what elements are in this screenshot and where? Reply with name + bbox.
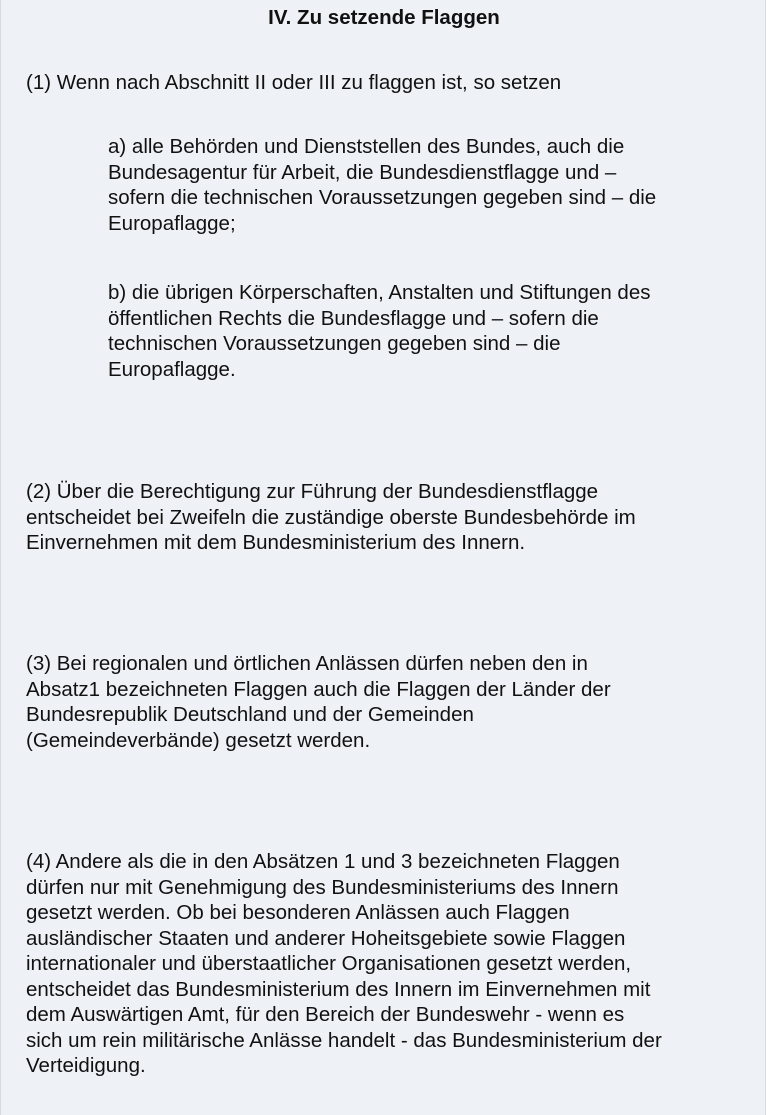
text-line: Bundesagentur für Arbeit, die Bundesdienstflagge und – [108, 160, 617, 184]
text-line: sofern die technischen Voraussetzungen gegeben sind – die [108, 186, 657, 209]
text-line: ausländischer Staaten und anderer Hoheitsgebiete sowie Flaggen [26, 926, 626, 950]
paragraph-1-item-b [108, 280, 650, 382]
text-line: entscheidet das Bundesministerium des Innern im Einvernehmen mit [26, 977, 651, 1001]
text-line: gesetzt werden. Ob bei besonderen Anlässen auch Flaggen [26, 901, 570, 924]
text-line: Absatz1 bezeichneten Flaggen auch die Flaggen der Länder der [26, 677, 611, 701]
paragraph-1-intro [26, 70, 561, 96]
text-line: (4) Andere als die in den Absätzen 1 und 3 bezeichneten Flaggen [26, 850, 620, 873]
text-line: Europaflagge. [108, 357, 236, 381]
text-line: sich um rein militärische Anlässe handelt - das Bundesministerium der [26, 1028, 662, 1052]
text-line: a) alle Behörden und Dienststellen des Bundes, auch die [108, 135, 625, 158]
text-line: b) die übrigen Körperschaften, Anstalten und Stiftungen des [108, 281, 651, 304]
text-line: technischen Voraussetzungen gegeben sind – die [108, 332, 561, 355]
text-line: öffentlichen Rechts die Bundesflagge und – sofern die [108, 306, 599, 330]
paragraph-4 [26, 849, 662, 1079]
text-line: Bundesrepublik Deutschland und der Gemeinden [26, 703, 474, 726]
section-title: IV. Zu setzende Flaggen [268, 6, 500, 29]
text-line: internationaler und überstaatlicher Organisationen gesetzt werden, [26, 952, 632, 975]
text-line: (1) Wenn nach Abschnitt II oder III zu flaggen ist, so setzen [26, 71, 562, 94]
text-line: dürfen nur mit Genehmigung des Bundesministeriums des Innern [26, 875, 619, 899]
paragraph-2 [26, 479, 636, 556]
text-line: dem Auswärtigen Amt, für den Bereich der Bundeswehr - wenn es [26, 1003, 625, 1026]
text-line: entscheidet bei Zweifeln die zuständige oberste Bundesbehörde im [26, 505, 636, 529]
text-line: (Gemeindeverbände) gesetzt werden. [26, 728, 371, 752]
text-line: Einvernehmen mit dem Bundesministerium des Innern. [26, 531, 526, 554]
text-line: Verteidigung. [26, 1054, 146, 1077]
paragraph-1-item-a [108, 134, 656, 236]
paragraph-3 [26, 651, 611, 753]
text-line: (3) Bei regionalen und örtlichen Anlässen dürfen neben den in [26, 652, 588, 675]
text-line: Europaflagge; [108, 211, 236, 235]
text-line: (2) Über die Berechtigung zur Führung der Bundesdienstflagge [26, 480, 599, 503]
